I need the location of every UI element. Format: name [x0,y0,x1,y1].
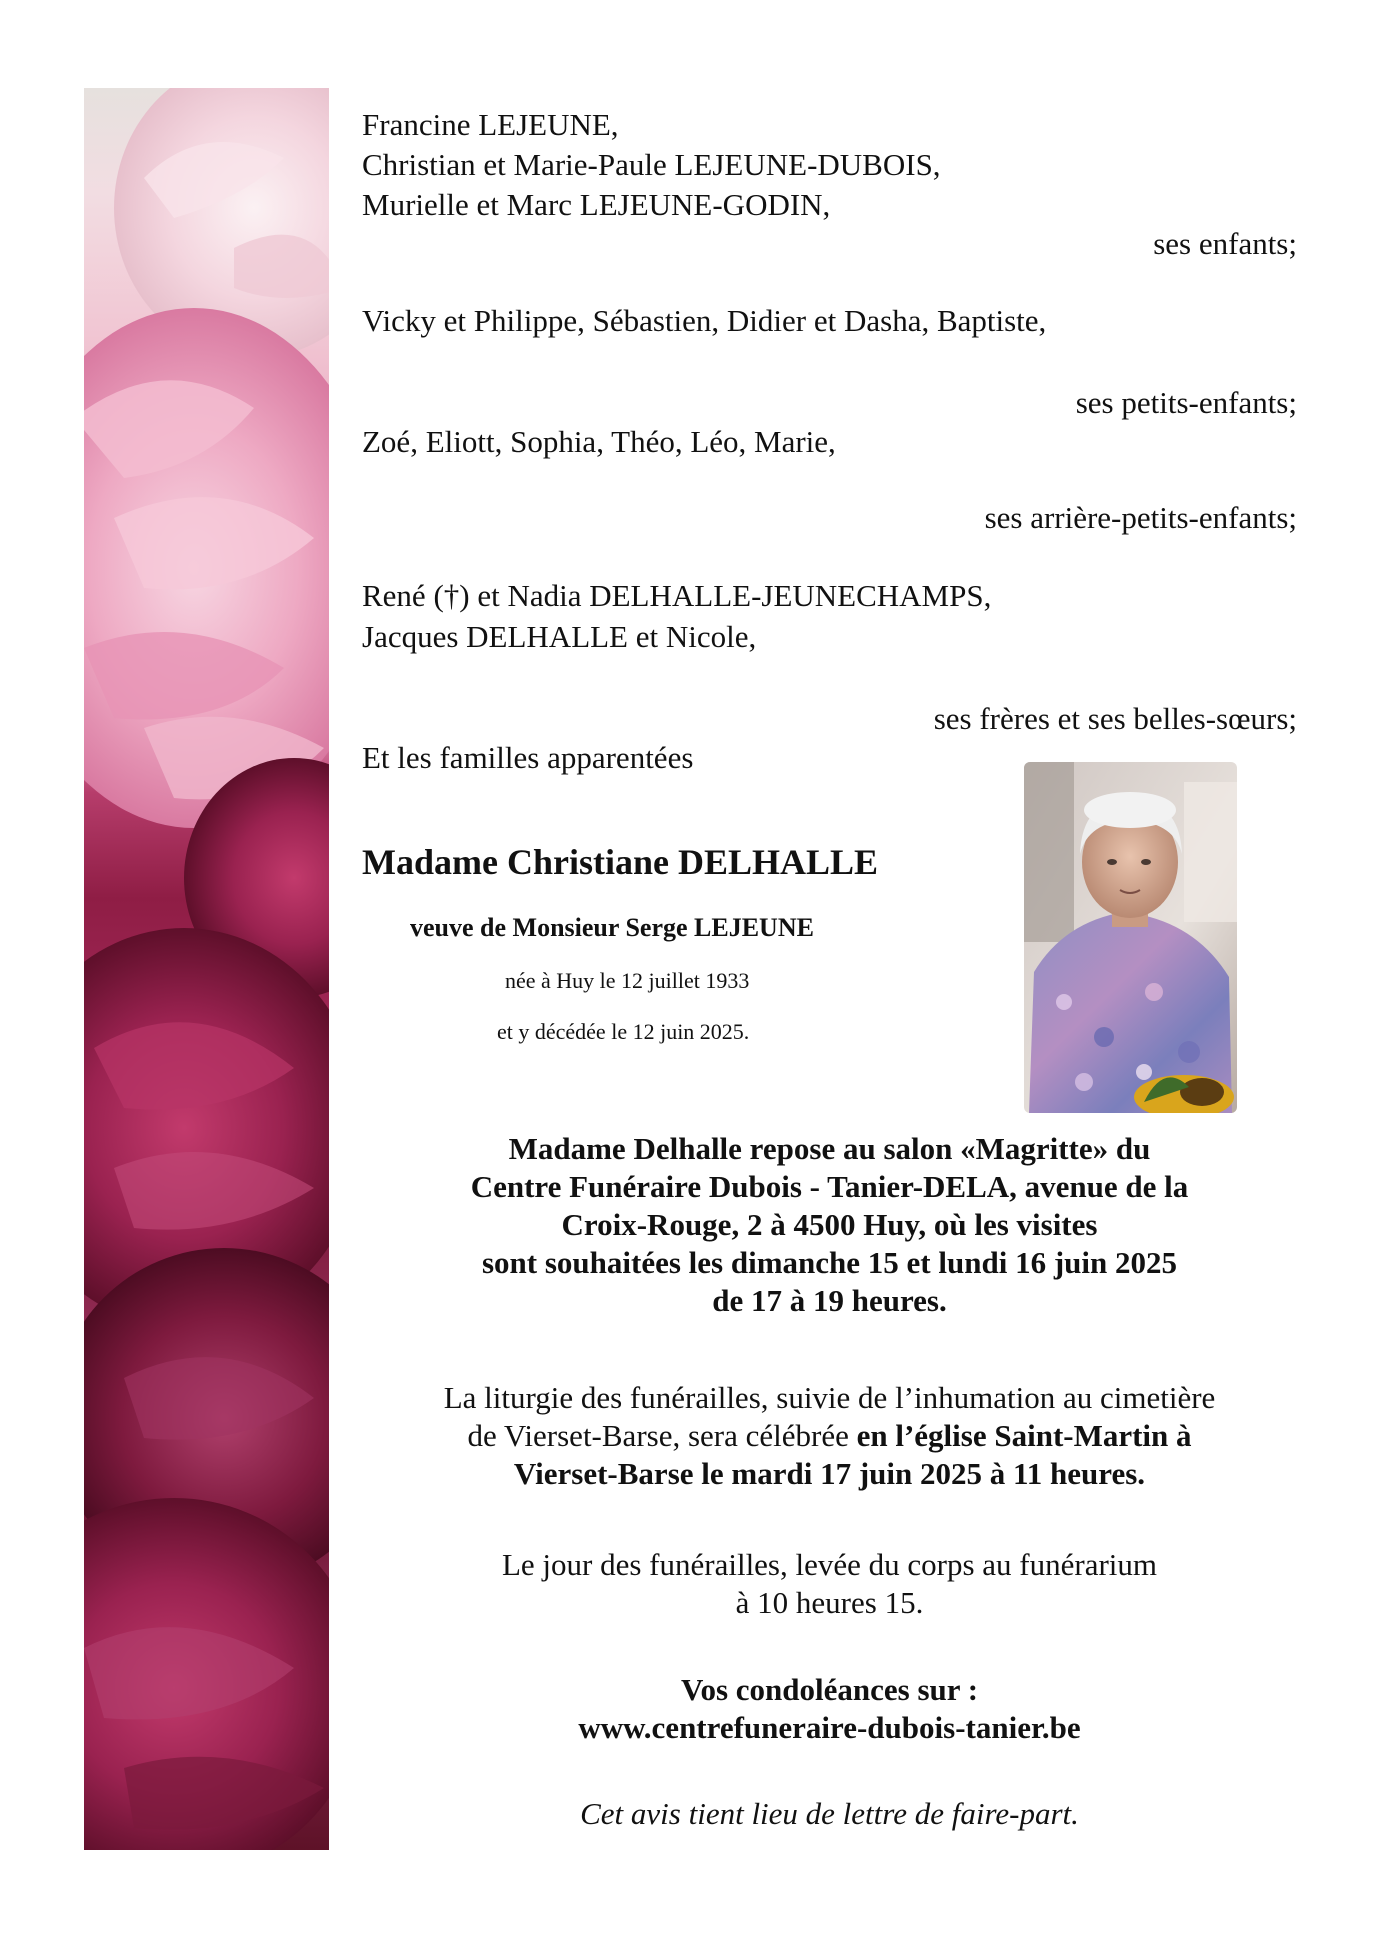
visitation-line-5: de 17 à 19 heures. [712,1283,947,1318]
children-line-2: Christian et Marie-Paule LEJEUNE-DUBOIS, [362,147,941,182]
visitation-line-3: Croix-Rouge, 2 à 4500 Huy, où les visites [561,1207,1098,1242]
condolences-website-link[interactable]: www.centrefuneraire-dubois-tanier.be [578,1710,1081,1745]
grandchildren-label: ses petits-enfants; [1075,385,1297,420]
children-label: ses enfants; [1153,226,1297,261]
deceased-name: Madame Christiane DELHALLE [362,842,879,882]
condolences-block [362,1671,1297,1747]
removal-line-2: à 10 heures 15. [735,1585,924,1620]
removal-line-1: Le jour des funérailles, levée du corps au funérarium [501,1547,1158,1582]
liturgy-line-2 [362,1417,1297,1455]
birth-line: née à Huy le 12 juillet 1933 [505,968,750,993]
death-line: et y décédée le 12 juin 2025. [497,1019,750,1044]
visitation-block [362,1130,1297,1320]
faire-part-note: Cet avis tient lieu de lettre de faire-part. [580,1796,1079,1831]
visitation-line-2: Centre Funéraire Dubois - Tanier-DELA, avenue de la [470,1169,1189,1204]
great-grandchildren-label: ses arrière-petits-enfants; [984,500,1297,535]
siblings-line-2: Jacques DELHALLE et Nicole, [362,619,757,654]
peony-flower-image [84,88,329,1850]
liturgy-line-1: La liturgie des funérailles, suivie de l’inhumation au cimetière [443,1380,1216,1415]
children-line-3: Murielle et Marc LEJEUNE-GODIN, [362,187,831,222]
siblings-line-1: René (†) et Nadia DELHALLE-JEUNECHAMPS, [362,578,992,613]
siblings-label: ses frères et ses belles-sœurs; [933,701,1297,736]
removal-block [362,1546,1297,1622]
liturgy-block [362,1379,1297,1493]
deceased-portrait-photo [1024,762,1237,1113]
related-families: Et les familles apparentées [362,740,694,775]
visitation-line-4: sont souhaitées les dimanche 15 et lundi 16 juin 2025 [481,1245,1177,1280]
liturgy-line-2-regular: de Vierset-Barse, sera célébrée [467,1418,857,1453]
grandchildren-line: Vicky et Philippe, Sébastien, Didier et Dasha, Baptiste, [362,303,1047,338]
children-line-1: Francine LEJEUNE, [362,107,619,142]
liturgy-line-3: Vierset-Barse le mardi 17 juin 2025 à 11 heures. [513,1456,1146,1491]
condolences-label: Vos condoléances sur : [680,1672,979,1707]
widow-of-line: veuve de Monsieur Serge LEJEUNE [410,913,814,942]
visitation-line-1: Madame Delhalle repose au salon «Magritte» du [508,1131,1151,1166]
liturgy-line-2-bold: en l’église Saint-Martin à [856,1418,1192,1453]
great-grandchildren-line: Zoé, Eliott, Sophia, Théo, Léo, Marie, [362,424,836,459]
